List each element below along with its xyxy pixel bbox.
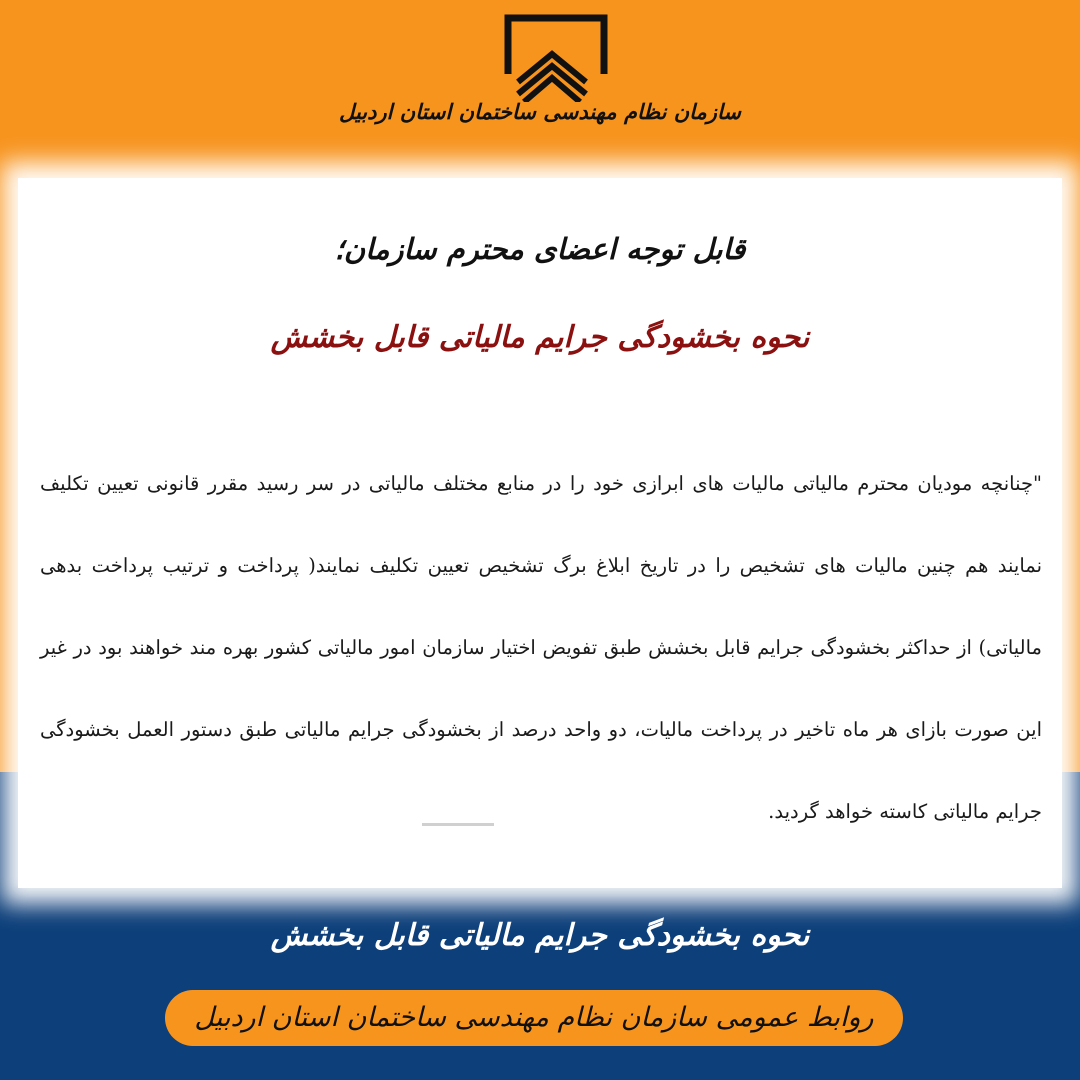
footer-title: نحوه بخشودگی جرایم مالیاتی قابل بخشش [270,918,810,953]
organization-name: سازمان نظام مهندسی ساختمان استان اردبیل [339,100,741,124]
public-relations-label: روابط عمومی سازمان نظام مهندسی ساختمان استان اردبیل [194,1002,874,1033]
building-roof-stripes-icon [500,12,612,102]
public-relations-badge [165,990,903,1046]
notice-headline: نحوه بخشودگی جرایم مالیاتی قابل بخشش [270,320,810,355]
attention-heading: قابل توجه اعضای محترم سازمان؛ [334,232,746,266]
scanned-document [22,415,1058,827]
notice-body: "چنانچه مودیان محترم مالیاتی مالیات های ابرازی خود را در منابع مختلف مالیاتی در سر رسید مقرر قانونی تعیین تکلیف نمایند هم چنین مالیات های تشخیص را در تاریخ ابلاغ برگ تشخیص تعیین تکلیف نمایند( پرداخت و ترتیب پرداخت بدهی مالیاتی) از حداکثر بخشودگی جرایم قابل بخشش طبق تفویض اختیار سازمان امور مالیاتی کشور بهره مند خواهند بود در غیر این صورت بازای هر ماه تاخیر در پرداخت مالیات، دو واحد درصد از بخشودگی جرایم مالیاتی طبق دستور العمل بخشودگی جرایم مالیاتی کاسته خواهد گردید. [40,472,1042,823]
scan-artifact [422,823,494,826]
